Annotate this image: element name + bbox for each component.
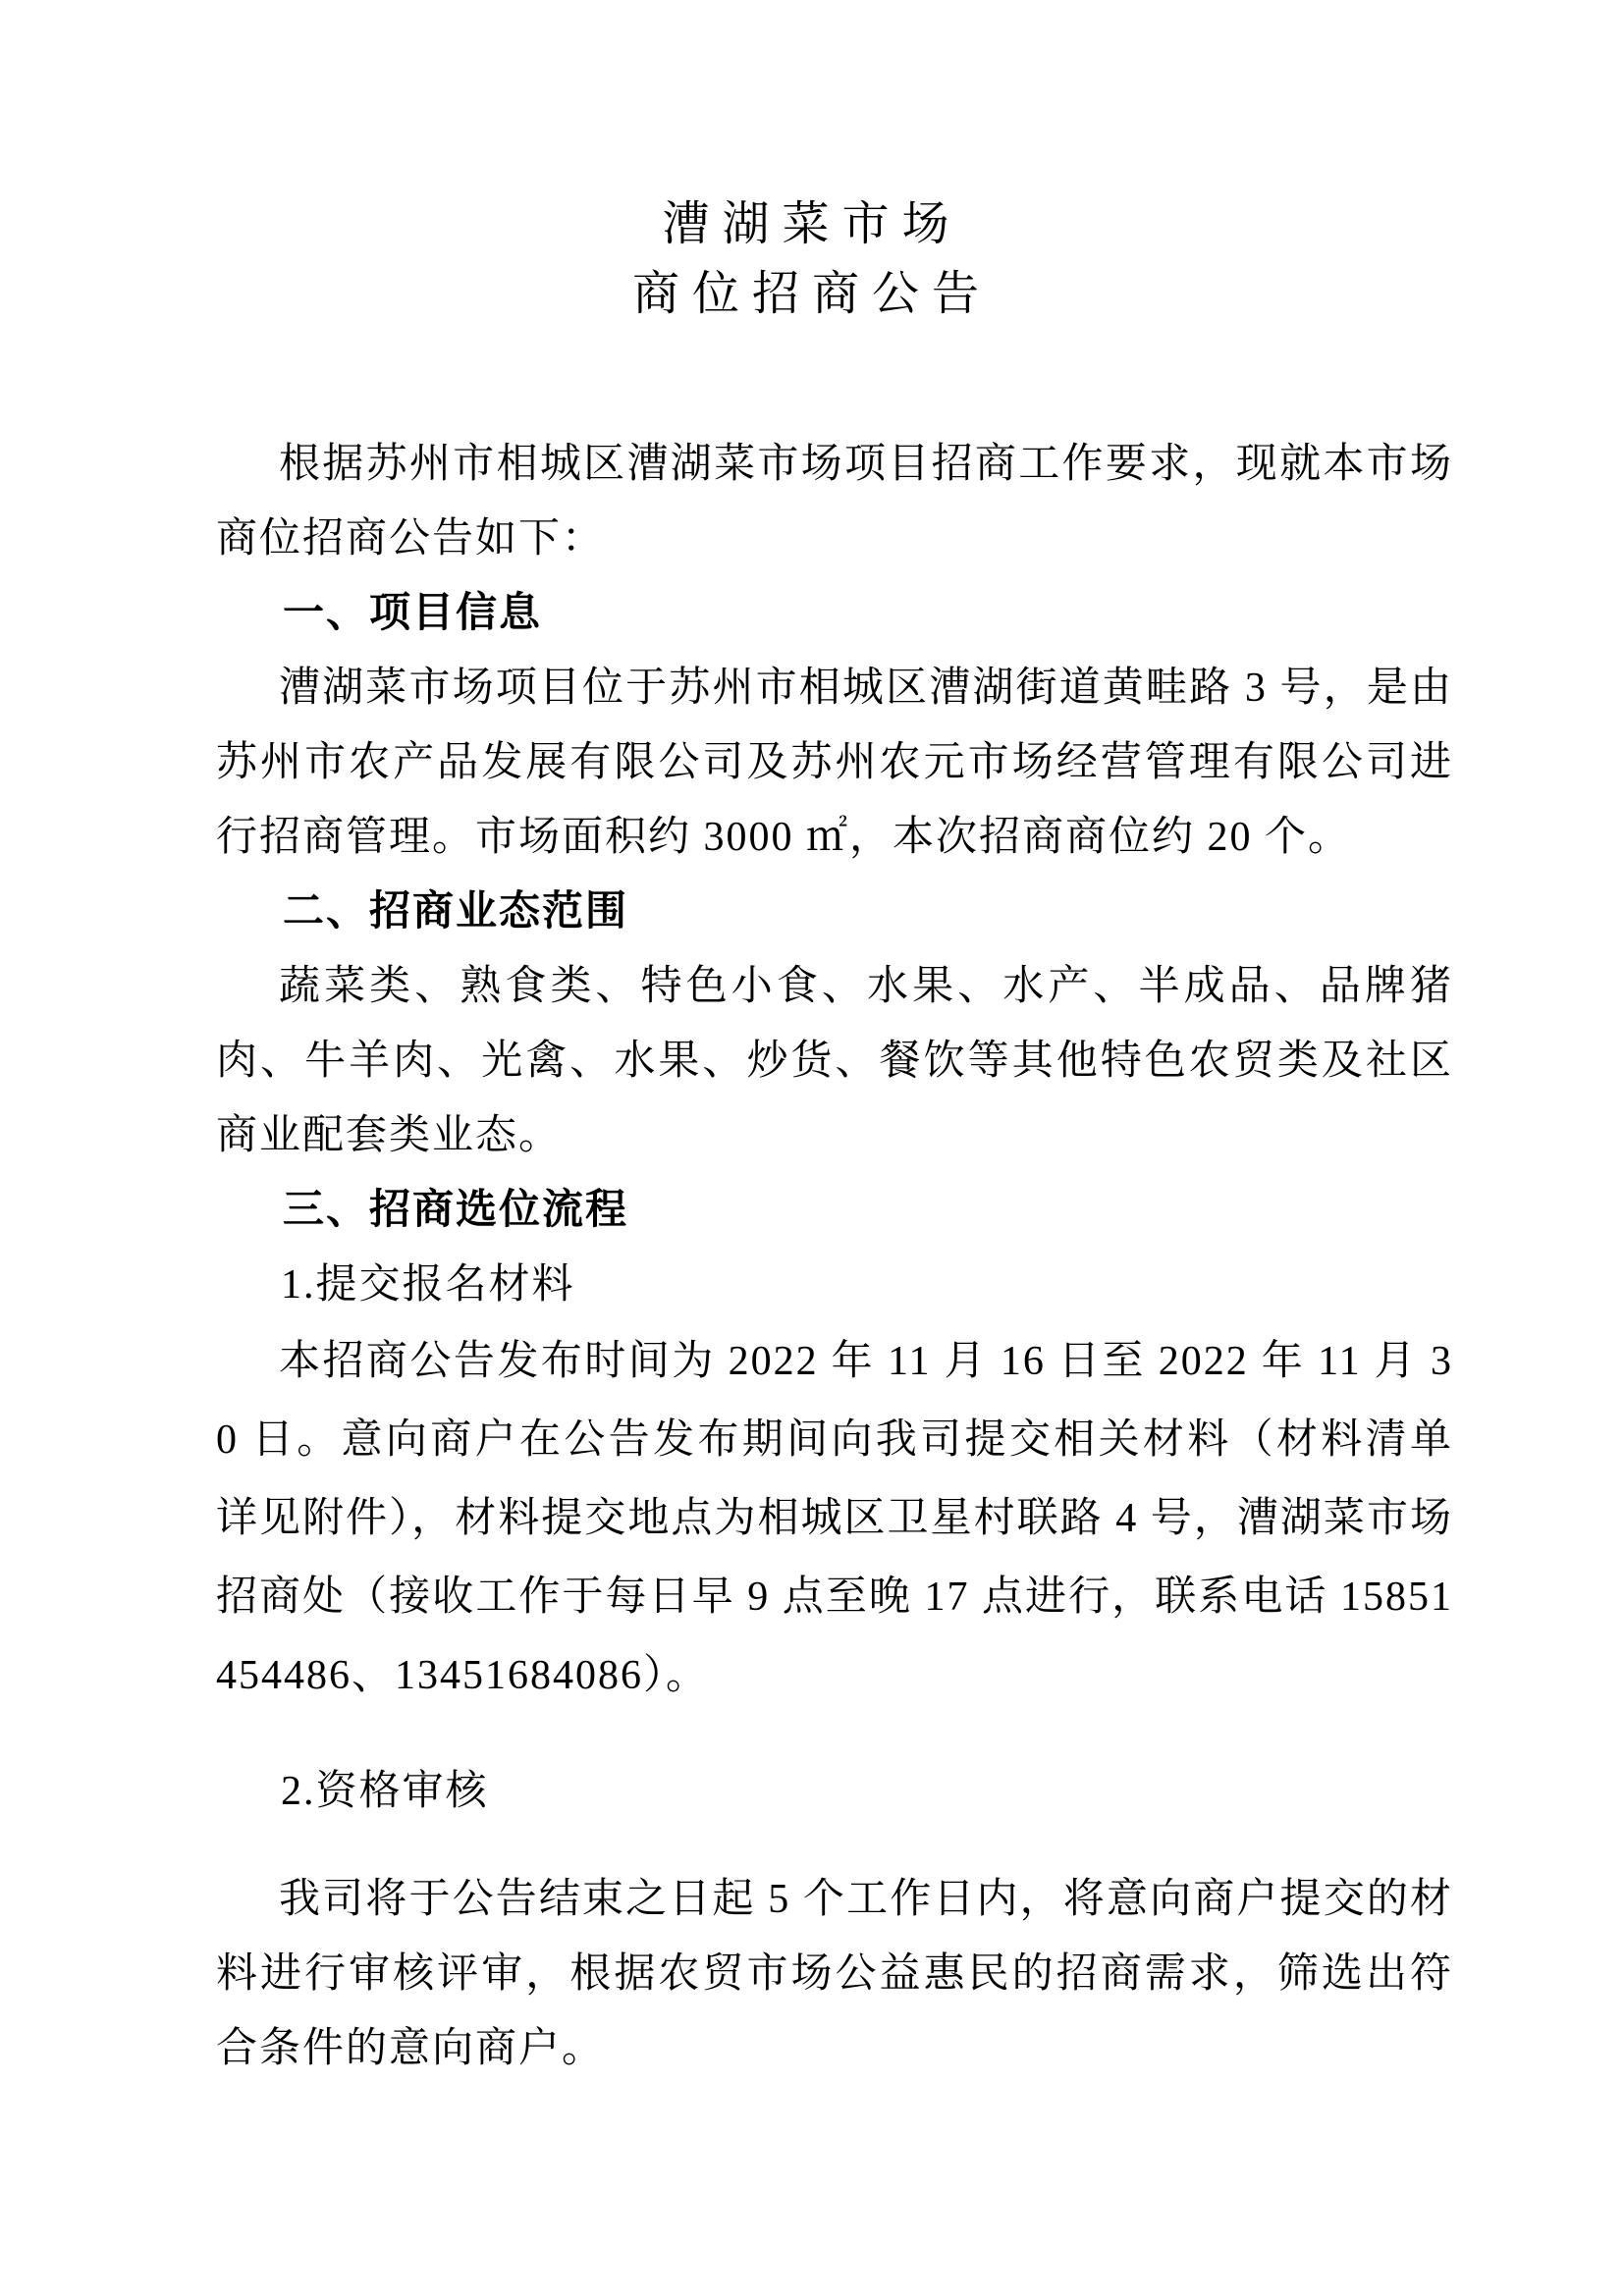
section3-step1-body: 本招商公告发布时间为 2022 年 11 月 16 日至 2022 年 11 月 30 日。意向商户在公告发布期间向我司提交相关材料（材料清单详见附件），材料提交地点为相城区卫星村联路 4 号，漕湖菜市场招商处（接收工作于每日早 9 点至晚 17 点进行，联系电话 15851454486、13451684086）。 xyxy=(216,1339,1453,1698)
title-line-1: 漕湖菜市场 xyxy=(662,198,962,250)
section3-step2-body: 我司将于公告结束之日起 5 个工作日内，将意向商户提交的材料进行审核评审，根据农贸市场公益惠民的招商需求，筛选出符合条件的意向商户。 xyxy=(216,1877,1453,2071)
section1-body: 漕湖菜市场项目位于苏州市相城区漕湖街道黄畦路 3 号，是由苏州市农产品发展有限公司及苏州农元市场经营管理有限公司进行招商管理。市场面积约 3000 ㎡，本次招商商位约 20 个。 xyxy=(216,666,1453,860)
intro-paragraph: 根据苏州市相城区漕湖菜市场项目招商工作要求，现就本市场商位招商公告如下： xyxy=(216,442,1453,561)
section3-step2-label: 2.资格审核 xyxy=(281,1769,489,1814)
document-title xyxy=(187,189,1437,329)
section3-step1-label: 1.提交报名材料 xyxy=(281,1262,575,1308)
section2-body: 蔬菜类、熟食类、特色小食、水果、水产、半成品、品牌猪肉、牛羊肉、光禽、水果、炒货、餐饮等其他特色农贸类及社区商业配套类业态。 xyxy=(216,964,1453,1158)
section2-heading: 二、招商业态范围 xyxy=(283,889,629,934)
section3-heading: 三、招商选位流程 xyxy=(283,1188,629,1233)
title-line-2: 商位招商公告 xyxy=(631,268,992,320)
section1-heading: 一、项目信息 xyxy=(283,591,543,636)
